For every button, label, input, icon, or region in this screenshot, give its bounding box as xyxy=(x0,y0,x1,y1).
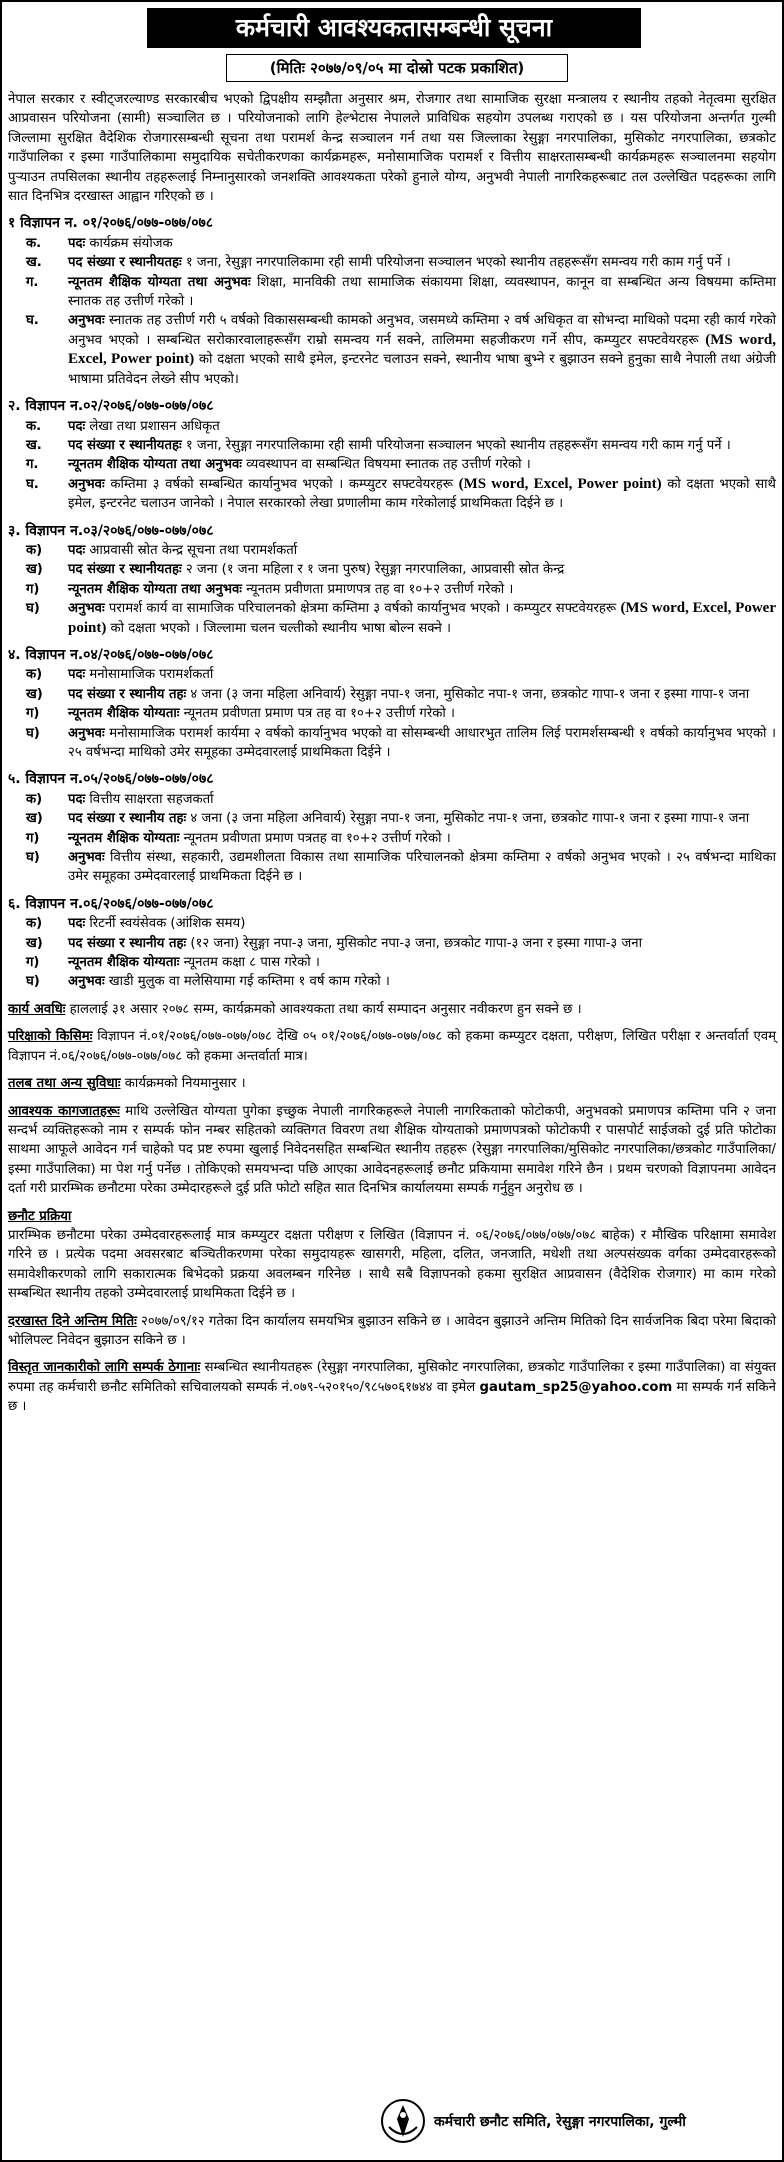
item-text: शिक्षा, मानविकी तथा सामाजिक संकायमा शिक्षा, व्यवस्थापन, कानून वा सम्बन्धित अन्य विषयमा कम्तिमा स्नातक तह उत्तीर्ण गरेको । xyxy=(68,274,776,310)
item-label: पद संख्या र स्थानीय तहः xyxy=(68,935,187,951)
item-text: मनोसामाजिक परामर्श कार्यमा २ वर्षको कार्यानुभव भएको वा सोसम्बन्धी आधारभुत तालिम लिई परामर्शसम्बन्धी १ वर्षको कार्यानुभव भएको । २५ वर्षभन्दा माथिको उमेर समूहका उम्मेदवारलाई प्राथमिकता दिईने । xyxy=(68,725,776,760)
vacancy-section xyxy=(8,397,776,513)
vacancy-item xyxy=(8,417,776,436)
selection-text: प्रारम्भिक छनौटमा परेका उम्मेदवारहरूलाई मात्र कम्प्युटर दक्षता परीक्षण र लिखित (विज्ञापन नं. ०६/२०७६/०७७/०७७/०७८ बाहेक) र मौखिक परिक्षामा समावेश गरिने छ । प्रत्येक पदमा अवसरबाट बञ्चितीकरणमा परेका समुदायहरू खासगरी, महिला, दलित, जनजाति, मधेशी तथा अल्पसंख्यक वर्गका उम्मेदवारहरूको समावेशीकरणको लागि सकारात्मक बिभेदको प्रक्रया अवलम्बन गरिनेछ । साथै सबै विज्ञापनको हकमा सुरक्षित आप्रवासन (वैदेशिक रोजगार) मा काम गरेको सम्बन्धित स्थानीय तहको उम्मेदवारलाई प्राथमिकता दिईने छ । xyxy=(8,1227,776,1302)
terms-label: कार्य अवधिः xyxy=(8,1001,66,1017)
terms-label: आवश्यक कागजातहरूः xyxy=(8,1103,120,1119)
terms-block xyxy=(8,1102,776,1199)
publication-date: (मितिः २०७७/०९/०५ मा दोस्रो पटक प्रकाशित) xyxy=(226,54,568,82)
item-label: पदः xyxy=(68,235,86,251)
item-text: १ जना, रेसुङ्गा नगरपालिकामा रही सामी परियोजना सञ्चालन भएको स्थानीय तहहरूसँग समन्वय गरी काम गर्नु पर्ने । xyxy=(181,437,731,453)
item-label: अनुभवः xyxy=(68,476,105,492)
vacancy-item xyxy=(8,311,776,389)
vacancy-item xyxy=(8,599,776,638)
item-label: पदः xyxy=(68,916,86,932)
item-text: न्यूनतम प्रवीणता प्रमाण पत्र तह वा १०+२ उत्तीर्ण गरेको । xyxy=(179,706,455,722)
item-label: पद संख्या र स्थानीय तहः xyxy=(68,811,187,827)
vacancy-item xyxy=(8,436,776,455)
vacancy-title: ५. विज्ञापन न.०५/२०७६/०७७-०७७/०७८ xyxy=(8,771,214,788)
item-text: लेखा तथा प्रशासन अधिकृत xyxy=(85,418,220,434)
item-marker: ग. xyxy=(26,457,39,473)
item-marker: घ) xyxy=(26,601,40,617)
vacancy-item xyxy=(8,253,776,272)
terms-text: विज्ञापन नं.०१/२०७६/०७७-०७७/०७८ देखि ०५ ०१/२०७६/०७७-०७७/०७८ को हकमा कम्प्युटर दक्षता, परीक्षण, लिखित परीक्षा र अन्तर्वार्ता एवम् विज्ञापन नं.०६/२०७६/०७७-०७७/०७८ को हकमा अन्तर्वार्ता मात्र। xyxy=(8,1029,777,1064)
vacancy-item xyxy=(8,790,776,809)
vacancy-title: ६. विज्ञापन न.०६/२०७६/०७७-०७७/०७८ xyxy=(8,895,214,912)
notice-body xyxy=(8,90,776,1417)
item-marker: घ) xyxy=(26,850,40,866)
vacancy-item xyxy=(8,273,776,312)
item-marker: घ. xyxy=(26,476,39,492)
item-label: पदः xyxy=(68,542,86,558)
item-text: व्यवस्थापन वा सम्बन्धित विषयमा स्नातक तह उत्तीर्ण गरेको । xyxy=(241,457,531,473)
item-text: (१२ जना) रेसुङ्गा नपा-३ जना, मुसिकोट नपा-३ जना, छत्रकोट गापा-३ जना र इस्मा गापा-३ जना xyxy=(186,935,642,951)
vacancy-section xyxy=(8,770,776,886)
contact-label: विस्तृत जानकारीको लागि सम्पर्क ठेगानाः xyxy=(8,1360,201,1376)
vacancy-item xyxy=(8,475,776,514)
vacancy-title: १ विज्ञापन न. ०१/२०७६/०७७-०७७/०७८ xyxy=(8,215,214,232)
item-label: न्यूनतम शैक्षिक योग्यताः xyxy=(68,706,180,722)
item-text: न्यूनतम प्रवीणता प्रमाणपत्र तह वा १०+२ उत्तीर्ण गरेको । xyxy=(241,581,514,597)
item-label: अनुभवः xyxy=(68,974,105,990)
item-label: पद संख्या र स्थानीयतहः xyxy=(68,562,182,578)
item-label: पद संख्या र स्थानीयतहः xyxy=(68,437,182,453)
terms-label: परिक्षाको किसिमः xyxy=(8,1029,93,1045)
contact-text-end: मा सम्पर्क गर्न सकिने छ । xyxy=(8,1379,776,1415)
item-marker: ग. xyxy=(26,274,39,290)
vacancy-title: २. विज्ञापन न.०२/२०७६/०७७-०७७/०७८ xyxy=(8,398,214,415)
vacancy-title: ३. विज्ञापन न.०३/२०७६/०७७-०७७/०७८ xyxy=(8,522,214,539)
item-text-cont: को दक्षता भएको साथै इमेल, इन्टरनेट चलाउन सक्ने, स्थानीय भाषा बुभ्ने र बुझाउन सक्ने हुनुका साथै नेपाली तथा अंग्रेजी भाषामा प्रतिवेदन लेख्ने सीप भएको। xyxy=(68,352,776,387)
vacancy-item xyxy=(8,724,776,763)
item-marker: ग) xyxy=(26,706,40,722)
item-marker: ख) xyxy=(26,562,43,578)
intro-paragraph: नेपाल सरकार र स्वीट्जरल्याण्ड सरकारबीच भएको द्विपक्षीय सम्झौता अनुसार श्रम, रोजगार तथा सामाजिक सुरक्षा मन्त्रालय र स्थानीय तहको नेतृत्वमा सुरक्षित आप्रवासन परियोजना (सामी) सञ्चालित छ । परियोजनाको लागि हेल्भेटास नेपालले प्राविधिक सहयोग उपलब्ध गराएको छ । यस परियोजना अन्तर्गत गुल्मी जिल्लामा सुरक्षित वैदेशिक रोजगारसम्बन्धी सूचना तथा परामर्श केन्द्र सञ्चालन गर्न तथा यस जिल्लाका रेसुङ्गा नगरपालिका, मुसिकोट नगरपालिका, छत्रकोट गाउँपालिका र इस्मा गाउँपालिकामा समुदायिक सचेतीकरणका कार्यक्रमहरू, मनोसामाजिक परामर्श र वित्तीय साक्षरतासम्बन्धी कार्यक्रमहरू सञ्चालनमा सहयोग पुऱ्याउन तपसिलका स्थानीय तहहरूलाई निम्नानुसारको जनशक्ति आवश्यकता परेको हुनाले योग्य, अनुभवी नेपाली नागरिकहरूबाट तल उल्लेखित पदहरूका लागि सात दिनभित्र दरखास्त आह्वान गरिएको छ । xyxy=(8,92,776,205)
item-text: ४ जना (३ जना महिला अनिवार्य) रेसुङ्गा नपा-१ जना, मुसिकोट नपा-१ जना, छत्रकोट गापा-१ जना र इस्मा गापा-१ जना xyxy=(186,686,750,702)
item-marker: घ) xyxy=(26,725,40,741)
contact-email-link[interactable]: gautam_sp25@yahoo.com xyxy=(479,1379,673,1395)
vacancy-section xyxy=(8,646,776,762)
item-marker: ग) xyxy=(26,830,40,846)
item-text: १ जना, रेसुङ्गा नगरपालिकामा रही सामी परियोजना सञ्चालन भएको स्थानीय तहहरूसँग समन्वय गरी काम गर्नु पर्ने । xyxy=(181,255,731,271)
item-text: कम्तिमा ३ वर्षको सम्बन्धित कार्यानुभव भएको । कम्प्युटर सफ्टवेयरहरू xyxy=(104,476,459,492)
item-text: न्यूनतम प्रवीणता प्रमाण पत्रतह वा १०+२ उत्तीर्ण गरेको । xyxy=(179,830,451,846)
vacancy-item xyxy=(8,560,776,579)
vacancy-item xyxy=(8,685,776,704)
item-label: पद संख्या र स्थानीय तहः xyxy=(68,686,187,702)
item-label: पदः xyxy=(68,667,86,683)
item-marker: ख) xyxy=(26,935,43,951)
item-marker: क) xyxy=(26,791,43,807)
item-text: खाडी मुलुक वा मलेसियामा गई कम्तिमा १ वर्ष काम गरेको । xyxy=(104,974,390,990)
vacancy-item xyxy=(8,914,776,933)
vacancy-item xyxy=(8,934,776,953)
item-label: पदः xyxy=(68,791,86,807)
item-label: न्यूनतम शैक्षिक योग्यताः xyxy=(68,955,180,971)
vacancy-item xyxy=(8,665,776,684)
item-marker: ख. xyxy=(26,437,42,453)
terms-blocks xyxy=(8,1000,776,1199)
terms-block xyxy=(8,1074,776,1093)
deadline-label: दरखास्त दिने अन्तिम मितिः xyxy=(8,1313,137,1329)
item-marker: क) xyxy=(26,667,43,683)
item-text-cont: को दक्षता भएको साथै इमेल, इन्टरनेट चलाउन जानेको । नेपाल सरकारको लेखा प्रणालीमा काम गरेकोलाई प्राथमिकता दिईने छ । xyxy=(68,476,776,512)
item-label: अनुभवः xyxy=(68,313,105,329)
vacancy-title: ४. विज्ञापन न.०४/२०७६/०७७-०७७/०७८ xyxy=(8,646,214,663)
terms-text: कार्यक्रमको नियमानुसार । xyxy=(120,1076,246,1092)
item-label: अनुभवः xyxy=(68,601,105,617)
vacancy-sections xyxy=(8,214,776,991)
terms-label: तलब तथा अन्य सुविधाः xyxy=(8,1076,121,1092)
contact-text: सम्बन्धित स्थानीयतहरू (रेसुङ्गा नगरपालिका, मुसिकोट नगरपालिका, छत्रकोट गाउँपालिका र इस्मा गाउँपालिका) वा संयुक्त रुपमा तह कर्मचारी छनौट समितिको सचिवालयको सम्पर्क नं.०७९-५२०१५०/९८५७०६१७४४ वा इमेल xyxy=(8,1360,776,1395)
item-marker: घ. xyxy=(26,313,39,329)
vacancy-item xyxy=(8,848,776,887)
issuer-signature: कर्मचारी छनौट समिति, रेसुङ्गा नगरपालिका, गुल्मी xyxy=(434,2114,686,2130)
vacancy-section xyxy=(8,895,776,992)
item-text: ४ जना (३ जना महिला अनिवार्य) रेसुङ्गा नपा-१ जना, मुसिकोट नपा-१ जना, छत्रकोट गापा-१ जना र इस्मा गापा-१ जना xyxy=(186,811,750,827)
item-marker: घ) xyxy=(26,974,40,990)
selection-title: छनौट प्रक्रिया xyxy=(8,1208,72,1224)
item-text: आप्रवासी स्रोत केन्द्र सूचना तथा परामर्शकर्ता xyxy=(85,542,298,558)
vacancy-item xyxy=(8,953,776,972)
selection-process xyxy=(8,1207,776,1304)
vacancy-item xyxy=(8,541,776,560)
item-label: न्यूनतम शैक्षिक योग्यता तथा अनुभवः xyxy=(68,274,251,290)
item-marker: क. xyxy=(26,418,42,434)
terms-block xyxy=(8,1000,776,1019)
vacancy-item xyxy=(8,972,776,991)
item-marker: ख) xyxy=(26,686,43,702)
item-label: पद संख्या र स्थानीयतहः xyxy=(68,255,182,271)
item-text: मनोसामाजिक परामर्शकर्ता xyxy=(85,667,214,683)
software-list: (MS word, Excel, Power point) xyxy=(68,600,776,636)
item-label: अनुभवः xyxy=(68,725,105,741)
notice-title: कर्मचारी आवश्यकतासम्बन्धी सूचना xyxy=(147,8,641,48)
vacancy-item xyxy=(8,580,776,599)
item-label: न्यूनतम शैक्षिक योग्यता तथा अनुभवः xyxy=(68,457,242,473)
item-text-cont: को दक्षता भएको । जिल्लामा चलन चल्तीको स्थानीय भाषा बोल्न सक्ने । xyxy=(106,620,451,636)
item-text: न्यूनतम कक्षा ८ पास गरेको । xyxy=(179,955,320,971)
vacancy-item xyxy=(8,234,776,253)
item-text: २ जना (१ जना महिला र १ जना पुरुष) रेसुङ्गा नगरपालिका, आप्रवासी स्रोत केन्द्र xyxy=(181,562,565,578)
item-label: न्यूनतम शैक्षिक योग्यताः xyxy=(68,830,180,846)
item-marker: ग) xyxy=(26,581,40,597)
deadline-text: २०७७/०९/१२ गतेका दिन कार्यालय समयभित्र बुझाउन सकिने छ । आवेदन बुझाउने अन्तिम मितिको दिन सार्वजनिक बिदा परेमा बिदाको भोलिपल्ट निवेदन बुझाउन सकिने छ । xyxy=(8,1313,777,1348)
vacancy-item xyxy=(8,704,776,723)
vacancy-item xyxy=(8,829,776,848)
terms-text: माथि उल्लेखित योग्यता पुगेका इच्छुक नेपाली नागरिकहरूले नेपाली नागरिकताको फोटोकपी, अनुभवको प्रमाणपत्र कम्तिमा पनि २ जना सन्दर्भ व्यक्तिहरूको नाम र सम्पर्क फोन नम्बर सहितको व्यक्तिगत विवरण तथा शैक्षिक योग्यताको प्रमाणपत्रको फोटोकपी र पासपोर्ट साईजको दुई प्रति फोटोका साथमा आफूले आवेदन गर्न चाहेको पद प्रष्ट रुपमा खुलाई निवेदनसहित सम्बन्धित स्थानीय तहहरू (रेसुङ्गा नगरपालिका/मुसिकोट नगरपालिका/छत्रकोट गाउँपालिका/इस्मा गाउँपालिका) मा पेश गर्नु पर्नेछ । तोकिएको समयभन्दा पछि आएका आवेदनहरूलाई छनौट प्रकियामा समावेश गरिने छैन । प्रथम चरणको विज्ञापनमा आवेदन दर्ता गरी प्रारम्भिक छनौटमा परेका उम्मेदारहरूले दुई प्रति फोटो सहित सात दिनभित्र कार्यालयमा सम्पर्क गर्नुहुन अनुरोध छ । xyxy=(8,1103,776,1197)
terms-block xyxy=(8,1027,776,1066)
vacancy-section xyxy=(8,522,776,638)
item-text: वित्तीय संस्था, सहकारी, उद्यमशीलता विकास तथा सामाजिक परिचालनको क्षेत्रमा कम्तिमा २ वर्षको अनुभव भएको । २५ वर्षभन्दा माथिका उमेर समूहका उम्मेदवारलाई प्राथमिकता दिईने छ । xyxy=(68,850,776,885)
item-marker: ख. xyxy=(26,255,42,271)
item-label: न्यूनतम शैक्षिक योग्यता तथा अनुभवः xyxy=(68,581,242,597)
nepal-emblem-icon xyxy=(379,2097,427,2145)
software-list: (MS word, Excel, Power point) xyxy=(458,475,662,492)
software-list: (MS word, Excel, Power point) xyxy=(68,331,776,368)
item-text: स्नातक तह उत्तीर्ण गरी ५ वर्षको विकाससम्बन्धी कामको अनुभव, जसमध्ये कम्तिमा २ वर्ष अधिकृत वा सोभन्दा माथिको पदमा रही कार्य गरेको अनुभव भएको । सम्बन्धित सरोकारवालाहरूसँग राम्रो समन्वय गर्न सक्ने, तालिममा सहजीकरण गर्ने सीप, कम्प्युटर सफ्टवेयरहरू xyxy=(68,313,776,348)
vacancy-item xyxy=(8,455,776,474)
item-text: कार्यक्रम संयोजक xyxy=(85,235,173,251)
item-text: वित्तीय साक्षरता सहजकर्ता xyxy=(85,791,214,807)
vacancy-section xyxy=(8,214,776,389)
item-label: पदः xyxy=(68,418,86,434)
item-marker: क) xyxy=(26,916,43,932)
vacancy-item xyxy=(8,809,776,828)
item-text: परामर्श कार्य वा सामाजिक परिचालनको क्षेत्रमा कम्तिमा ३ वर्षको कार्यानुभव भएको । कम्प्युटर सफ्टवेयरहरू xyxy=(104,601,621,617)
item-text: रिटर्नी स्वयंसेवक (आंशिक समय) xyxy=(85,916,246,932)
deadline xyxy=(8,1312,776,1351)
item-label: अनुभवः xyxy=(68,850,105,866)
terms-text: हाललाई ३१ असार २०७८ सम्म, कार्यक्रमको आवश्यकता तथा कार्य सम्पादन अनुसार नवीकरण हुन सक्ने छ । xyxy=(65,1001,582,1017)
item-marker: क) xyxy=(26,542,43,558)
item-marker: ख) xyxy=(26,811,43,827)
item-marker: क. xyxy=(26,235,42,251)
item-marker: ग) xyxy=(26,955,40,971)
contact-info xyxy=(8,1358,776,1416)
